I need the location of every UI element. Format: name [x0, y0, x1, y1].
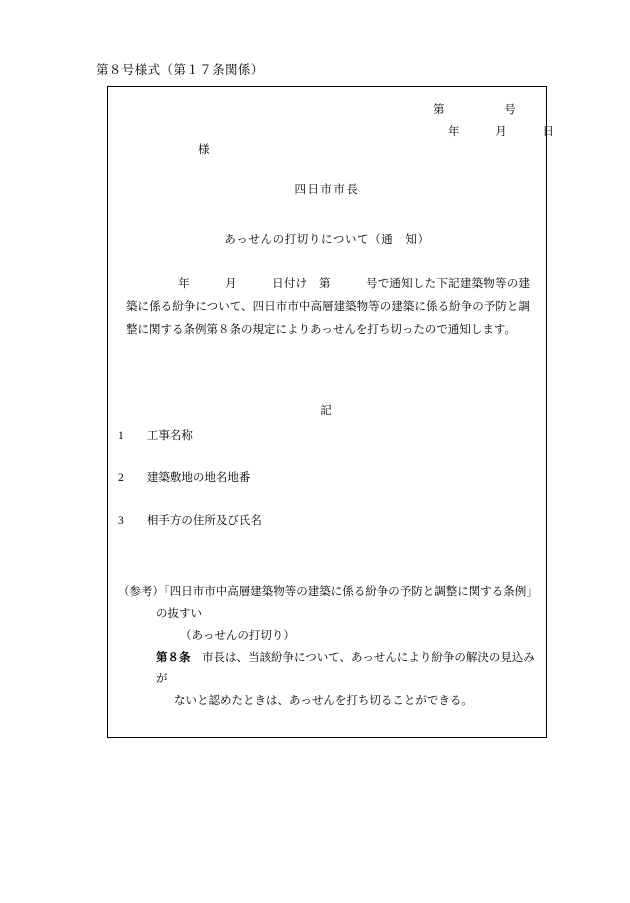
item-label: 相手方の住所及び氏名	[146, 514, 262, 527]
article-text: 市長は、当該紛争について、あっせんにより紛争の解決の見込みが	[156, 651, 535, 686]
number-unit: 号	[504, 104, 516, 116]
item-number: 3	[118, 514, 124, 527]
document-title: あっせんの打切りについて（通 知）	[224, 234, 430, 246]
reference-line-3: （あっせんの打切り）	[180, 629, 295, 642]
reference-line-1: （参考）「四日市市中高層建築物等の建築に係る紛争の予防と調整に関する条例」	[118, 586, 538, 598]
day-label: 日	[542, 126, 554, 138]
item-number: 1	[118, 430, 124, 442]
item-list	[118, 427, 528, 554]
document-border-box	[107, 86, 554, 738]
number-label: 第	[433, 104, 445, 116]
item-number: 2	[118, 472, 124, 485]
reference-section	[118, 582, 538, 713]
article-label: 第８条	[156, 651, 191, 664]
document-date-row	[108, 123, 554, 141]
list-item	[118, 427, 528, 445]
addressee-honorific: 様	[198, 144, 210, 156]
body-paragraph	[126, 273, 530, 342]
reference-article	[118, 648, 538, 692]
issuer-name: 四日市市長	[294, 184, 360, 196]
reference-line-2: の抜すい	[156, 607, 202, 620]
item-label: 工事名称	[146, 430, 193, 442]
month-label: 月	[495, 126, 507, 138]
body-text: 年 月 日付け 第 号で通知した下記建築物等の建築に係る紛争について、四日市市中高層建築物等の建築に係る紛争の予防と調整に関する条例第８条の規定によりあっせんを打ち切ったので通知します。	[126, 278, 530, 336]
item-label: 建築敷地の地名地番	[146, 472, 251, 485]
reference-article-continued: ないと認めたときは、あっせんを打ち切ることができる。	[174, 695, 473, 708]
form-number: 第８号様式（第１７条関係）	[96, 63, 264, 77]
ki-marker: 記	[320, 405, 334, 417]
document-number-row	[108, 101, 546, 119]
list-item	[118, 512, 528, 530]
list-item	[118, 469, 528, 487]
year-label: 年	[448, 126, 460, 138]
